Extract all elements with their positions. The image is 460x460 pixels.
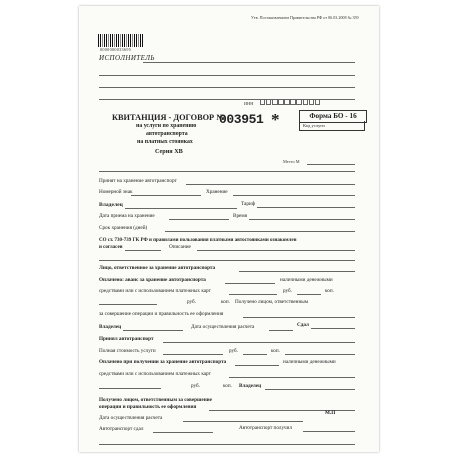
- description-label: Описание: [169, 244, 191, 250]
- operation-correct-label: операции и правильность ее оформления: [99, 404, 197, 410]
- handed-vehicle-label: Автотранспорт сдал: [99, 426, 144, 432]
- kop-2: коп.: [221, 299, 230, 305]
- agreed-label: и согласен: [99, 245, 123, 250]
- full-cost-label: Полная стоимость услуги: [99, 348, 156, 354]
- tariff-label: Тариф: [241, 201, 256, 207]
- responsible-label: Лицо, ответственное за хранение автотранспорта: [99, 265, 216, 271]
- title-line2: на услуги по хранению: [136, 123, 197, 129]
- accept-date-label: Дата приема на хранение: [99, 213, 155, 219]
- service-code-label: Код услуги: [299, 121, 365, 131]
- place-label: Место М: [283, 159, 300, 164]
- kop-3: коп.: [271, 348, 280, 354]
- rub-1: руб.: [283, 288, 292, 294]
- got-vehicle-label: Автотранспорт получил: [239, 425, 293, 431]
- accepted-label: Принят на хранение автотранспорт: [99, 178, 177, 184]
- executor-label: ИСПОЛНИТЕЛЬ: [99, 54, 155, 62]
- form-label: Форма БО - 16: [299, 110, 367, 123]
- settlement-date-label: Дата осуществления расчета: [191, 324, 255, 330]
- approval-note: Утв. Постановлением Правительства РФ от 06.03.2008 № 359: [251, 15, 359, 20]
- owner2-label: Владелец: [99, 324, 122, 330]
- kop-1: коп.: [325, 288, 334, 294]
- owner3-label: Владелец: [239, 383, 262, 389]
- means-label-2: средствами или с использованием платежных карт: [99, 371, 211, 377]
- rub-2: руб.: [187, 299, 196, 305]
- rub-3: руб.: [229, 348, 238, 354]
- barcode-number: 0000000033695: [100, 47, 132, 52]
- inn-label: ИНН: [244, 101, 254, 106]
- storage-label: Хранение: [206, 189, 228, 195]
- kop-4: коп.: [223, 383, 232, 389]
- rub-4: руб.: [191, 383, 200, 389]
- handed-label: Сдал: [297, 322, 309, 328]
- document-number: 003951: [219, 112, 264, 127]
- period-label: Срок хранения (дней): [99, 225, 148, 231]
- paid-receipt-label: Оплачено при получении за хранение автотранспорта: [99, 359, 227, 365]
- accepted-vehicle-label: Принял автотранспорт: [99, 336, 154, 342]
- clause-text: СО ст. 730-739 ГК РФ и правилами пользования платными автостоянками ознакомлен: [99, 238, 297, 243]
- received-person-label: Получено лицом, ответственным за совершение: [99, 397, 212, 403]
- settlement-date2-label: Дата осуществления расчета: [99, 415, 163, 421]
- time-label: Время: [233, 213, 248, 219]
- owner-label: Владелец: [99, 202, 123, 208]
- paid-label: Оплачено: аванс за хранение автотранспорта: [99, 277, 206, 283]
- cash-label: наличными денежными: [280, 277, 333, 283]
- title-line1: КВИТАНЦИЯ - ДОГОВОР №: [112, 113, 225, 122]
- received-label: Получено лицом, ответственным: [235, 299, 308, 305]
- title-line4: на платных стоянках: [137, 139, 193, 145]
- means-label: средствами или с использованием платежных карт: [99, 288, 211, 294]
- title-line3: автотранспорта: [146, 131, 188, 137]
- plate-label: Номерной знак: [99, 189, 133, 195]
- receipt-sheet: [79, 6, 379, 452]
- inn-boxes: [260, 99, 321, 105]
- title-series: Серия ХВ: [155, 148, 183, 155]
- operations-label: за совершение операции и правильность ее оформления: [99, 311, 224, 317]
- mp-label: М.П: [325, 410, 336, 416]
- barcode: [98, 34, 144, 47]
- cash-label-2: наличными денежными: [283, 359, 336, 365]
- asterisk-mark: *: [271, 110, 280, 129]
